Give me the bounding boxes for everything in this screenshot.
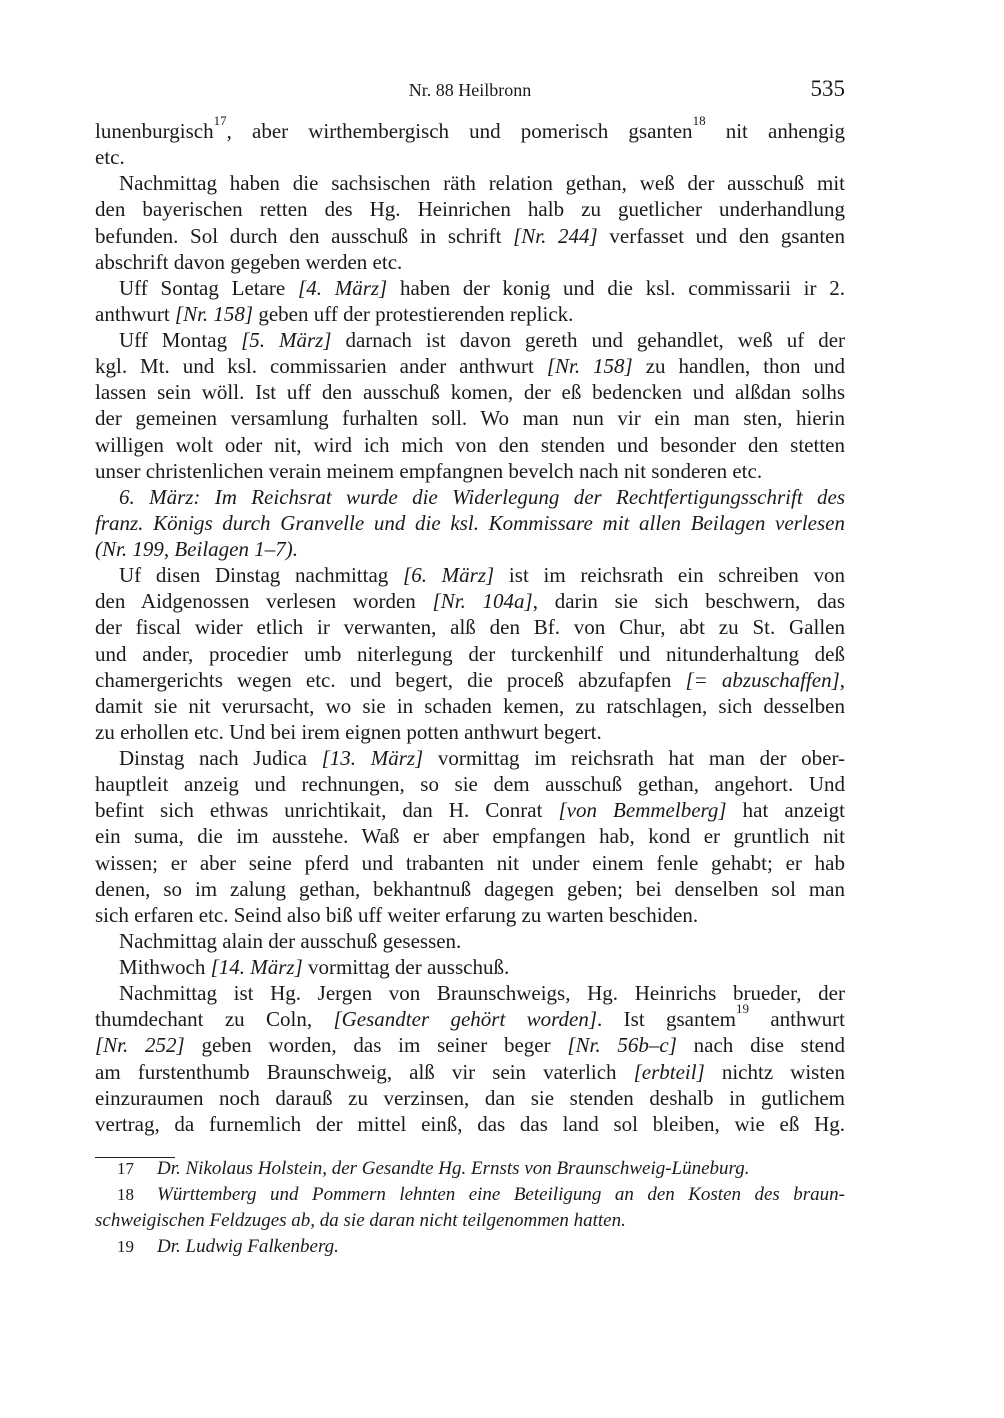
footnote-line (95, 1182, 845, 1208)
footnote-text: Dr. Nikolaus Holstein, der Gesandte Hg. Ernsts von Braunschweig-Lüneburg. (157, 1158, 750, 1179)
editorial-italic: [Gesandter gehört worden] (333, 1007, 598, 1032)
editorial-italic: franz. Königs durch Granvelle und die ksl. Kommissare mit allen Beilagen verlesen (95, 510, 845, 535)
text-span: sich erfaren etc. Seind also biß uff weiter erfarung zu warten beschiden. (95, 902, 699, 927)
text-line (95, 196, 845, 222)
footnote-text: Dr. Ludwig Falkenberg. (157, 1236, 339, 1257)
text-line (95, 170, 845, 196)
text-span: vormittag der ausschuß. (302, 955, 510, 979)
text-line (95, 771, 845, 797)
footnote-line (95, 1234, 845, 1260)
text-line (95, 1001, 846, 1032)
editorial-italic: [5. März] (241, 328, 332, 352)
editorial-italic: [Nr. 252] (95, 1033, 185, 1058)
text-span: der fiscal wider etlich ir verwanten, alß den Bf. von Chur, abt zu St. Gallen (95, 615, 845, 640)
text-line (95, 432, 845, 458)
text-line (95, 614, 845, 640)
page-number: 535 (810, 76, 845, 101)
text-span: etc. (95, 145, 125, 170)
text-span: Uff Sontag Letare (119, 275, 299, 300)
text-span: lassen sein wöll. Ist uff den ausschuß komen, der eß bedencken und alßdan solhs (95, 380, 845, 405)
text-line (95, 980, 845, 1006)
text-span: Nachmittag haben die sachsischen räth relation gethan, weß der ausschuß mit (119, 171, 845, 196)
text-line (95, 745, 845, 771)
footnote (95, 1234, 845, 1260)
main-text (95, 113, 846, 1137)
text-span: einzuraumen noch darauß zu verzinsen, dan sie stenden deshalb in gutlichem (95, 1085, 845, 1110)
text-span: der gemeinen versamlung furhalten soll. Wo man nun vir ein man sten, hierin (95, 406, 845, 431)
text-line (95, 405, 845, 431)
footnote-line (95, 1208, 845, 1234)
text-span: den bayerischen retten des Hg. Heinrichen halb zu guetlicher underhandlung (95, 197, 845, 222)
text-span: verfasset und den gsanten (597, 223, 845, 248)
text-line (95, 797, 845, 823)
text-line (95, 327, 845, 353)
text-span: befint sich ethwas unrichtikait, dan H. Conrat (95, 798, 559, 823)
text-span: vertrag, da furnemlich der mittel einß, das das land sol bleiben, wie eß Hg. (95, 1111, 845, 1136)
text-line (95, 876, 845, 902)
text-line (95, 484, 845, 510)
paragraph (95, 170, 845, 275)
editorial-italic: [= abzuschaffen] (685, 667, 840, 692)
paragraph (95, 745, 845, 928)
paragraph (95, 113, 845, 170)
text-span: haben der konig und die ksl. commissarii ir 2. (387, 275, 845, 300)
text-line (95, 719, 845, 745)
text-span: denen, so im zalung gethan, bekhantnuß dagegen geben; bei denselben sol man (95, 876, 845, 901)
footnote-number: 18 (117, 1185, 134, 1204)
footnote-line (95, 1156, 845, 1182)
text-line (95, 275, 845, 301)
text-span: am furstenthumb Braunschweig, alß vir sein vaterlich (95, 1059, 634, 1084)
text-span: geben worden, das im seiner beger (184, 1033, 568, 1058)
text-span: lunenburgisch (95, 119, 214, 143)
text-span: anthwurt (749, 1007, 846, 1032)
paragraph (95, 980, 845, 1137)
text-span: thumdechant zu Coln, (95, 1007, 334, 1032)
text-line (95, 667, 845, 693)
footnotes (95, 1156, 845, 1260)
text-line (95, 113, 845, 144)
footnote-reference: 17 (213, 113, 227, 128)
text-line (95, 641, 845, 667)
text-span: hauptleit anzeig und rechnungen, so sie dem ausschuß gethan, angehort. Und (95, 772, 845, 797)
text-line (95, 144, 845, 170)
text-line (95, 693, 845, 719)
text-span: , darin sie sich beschwern, das (532, 589, 846, 614)
text-span: . Ist gsantem (597, 1007, 736, 1032)
running-title: Nr. 88 Heilbronn (408, 80, 532, 100)
text-span: nit anhengig (705, 119, 845, 143)
text-span: nichtz wisten (704, 1059, 846, 1084)
text-span: nach dise stend (676, 1033, 845, 1058)
text-span: Nachmittag alain der ausschuß gesessen. (119, 928, 462, 953)
text-span: willigen wolt oder nit, wird ich mich von den stenden und besonder den stetten (95, 432, 845, 457)
text-line (95, 353, 845, 379)
text-span: unser christenlichen verain meinem empfangnen bevelch nach nit sonderen etc. (95, 458, 763, 483)
editorial-italic: [14. März] (210, 955, 303, 979)
footnote (95, 1156, 845, 1182)
editorial-italic: [13. März] (321, 746, 424, 770)
text-line (95, 223, 845, 249)
text-span: kgl. Mt. und ksl. commissarien ander anthwurt (95, 354, 547, 379)
text-span: , (839, 667, 846, 692)
text-span: damit sie nit verursacht, wo sie in schaden kemen, zu ratschlagen, sich desselben (95, 693, 845, 718)
text-span: ist im reichsrath ein schreiben von (494, 563, 845, 588)
text-line (95, 379, 845, 405)
text-line (95, 1059, 845, 1085)
paragraph (95, 484, 845, 562)
text-line (95, 850, 845, 876)
paragraph (95, 954, 845, 980)
text-span: zu handlen, thon und (632, 354, 845, 379)
text-line (95, 823, 845, 849)
text-line (95, 928, 845, 954)
editorial-italic: [Nr. 56b–c] (567, 1033, 677, 1058)
text-line (95, 954, 845, 980)
text-span: darnach ist davon gereth und gehandlet, weß uf der (331, 328, 846, 352)
text-span: zu erhollen etc. Und bei irem eignen potten anthwurt begert. (95, 719, 602, 744)
text-line (95, 902, 845, 928)
text-span: vormittag im reichsrath hat man der ober- (423, 746, 846, 770)
footnote-reference: 18 (692, 113, 706, 128)
footnote-text: schweigischen Feldzuges ab, da sie daran nicht teilgenommen hatten. (95, 1210, 626, 1231)
text-line (95, 510, 845, 536)
text-line (95, 1111, 845, 1137)
editorial-italic: [6. März] (403, 563, 495, 588)
text-span: chamergerichts wegen etc. und begert, die proceß abzufapfen (95, 667, 686, 692)
text-span: Uff Montag (119, 328, 242, 352)
footnote-text: Württemberg und Pommern lehnten eine Beteiligung an den Kosten des braun- (157, 1184, 845, 1205)
text-span: Dinstag nach Judica (119, 746, 322, 770)
text-span: anthwurt (95, 301, 175, 326)
text-span: befunden. Sol durch den ausschuß in schrift (95, 223, 514, 248)
editorial-italic: [erbteil] (633, 1059, 705, 1084)
text-line (95, 562, 845, 588)
text-line (95, 536, 845, 562)
text-line (95, 301, 845, 327)
text-span: ein suma, die im ausstehe. Waß er aber empfangen hab, kond er gruntlich nit (95, 824, 845, 849)
editorial-italic: [von Bemmelberg] (558, 798, 727, 823)
editorial-italic: [Nr. 158] (174, 301, 254, 326)
paragraph (95, 275, 845, 327)
editorial-italic: [Nr. 104a] (432, 589, 533, 614)
editorial-italic: [Nr. 244] (513, 223, 598, 248)
text-span: Mithwoch (119, 955, 211, 979)
paragraph (95, 562, 845, 745)
footnote (95, 1182, 845, 1234)
text-span: wissen; er aber seine pferd und trabanten nit under einem fenle gehabt; er hab (95, 850, 845, 875)
text-line (95, 1085, 845, 1111)
text-line (95, 458, 845, 484)
editorial-italic: (Nr. 199, Beilagen 1–7). (95, 537, 298, 561)
text-span: Uf disen Dinstag nachmittag (119, 563, 404, 588)
text-span: abschrift davon gegeben werden etc. (95, 249, 403, 274)
text-line (95, 588, 845, 614)
text-span: den Aidgenossen verlesen worden (95, 589, 433, 614)
paragraph (95, 928, 845, 954)
paragraph (95, 327, 845, 484)
text-span: geben uff der protestierenden replick. (253, 301, 574, 326)
footnote-number: 19 (117, 1237, 134, 1256)
footnote-reference: 19 (736, 1001, 749, 1017)
footnote-number: 17 (117, 1159, 134, 1178)
text-span: , aber wirthembergisch und pomerisch gsanten (226, 119, 693, 143)
editorial-italic: [4. März] (298, 275, 388, 300)
text-span: und ander, procedier umb niterlegung der turckenhilf und nitunderhaltung deß (95, 641, 845, 666)
text-line (95, 1032, 845, 1058)
text-span: hat anzeigt (726, 798, 845, 823)
text-line (95, 249, 845, 275)
editorial-italic: 6. März: Im Reichsrat wurde die Widerlegung der Rechtfertigungsschrift des (119, 484, 845, 509)
editorial-italic: [Nr. 158] (546, 354, 633, 379)
text-span: Nachmittag ist Hg. Jergen von Braunschweigs, Hg. Heinrichs brueder, der (119, 981, 845, 1006)
